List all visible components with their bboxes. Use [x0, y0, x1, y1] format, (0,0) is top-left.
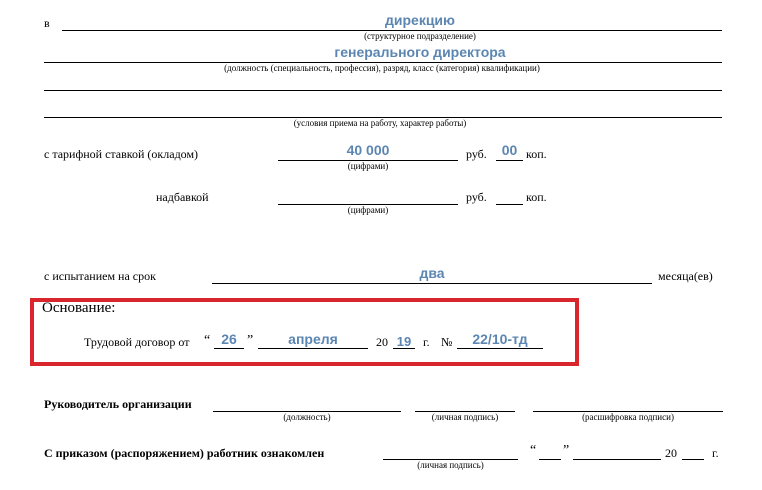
basis-title: Основание: — [42, 300, 116, 316]
bonus-rub-label: руб. — [466, 190, 487, 204]
acknowledge-signature-hint: (личная подпись) — [417, 460, 484, 470]
contract-day[interactable]: 26 — [221, 331, 237, 347]
salary-rub-value[interactable]: 40 000 — [346, 142, 390, 158]
salary-kop-label: коп. — [526, 147, 547, 161]
conditions-hint: (условия приема на работу, характер работы) — [293, 118, 467, 128]
ack-day-line[interactable] — [539, 459, 561, 460]
contract-year-prefix: 20 — [376, 335, 388, 349]
department-hint: (структурное подразделение) — [364, 31, 476, 41]
contract-month[interactable]: апреля — [288, 331, 338, 347]
contract-year-line — [393, 348, 415, 349]
in-label: в — [44, 16, 50, 30]
contract-number-label: № — [441, 335, 453, 349]
contract-month-line — [258, 348, 368, 349]
head-label: Руководитель организации — [44, 397, 192, 411]
bonus-digits-hint: (цифрами) — [347, 205, 389, 215]
head-position-hint: (должность) — [283, 412, 331, 422]
salary-label: с тарифной ставкой (окладом) — [44, 147, 199, 161]
probation-label: с испытанием на срок — [44, 269, 156, 283]
contract-day-line — [214, 348, 244, 349]
probation-line — [212, 283, 652, 284]
head-decode-hint: (расшифровка подписи) — [582, 412, 674, 422]
salary-kop-value[interactable]: 00 — [501, 142, 518, 158]
ack-year-label: г. — [712, 446, 719, 460]
ack-quote-close: ” — [563, 443, 570, 458]
head-signature-hint: (личная подпись) — [431, 412, 499, 422]
acknowledge-label: С приказом (распоряжением) работник ознакомлен — [44, 446, 325, 460]
contract-year-label: г. — [423, 335, 430, 349]
bonus-kop-line[interactable] — [496, 204, 523, 205]
probation-unit: месяца(ев) — [658, 269, 713, 283]
bonus-kop-label: коп. — [526, 190, 547, 204]
quote-close: ” — [247, 333, 254, 348]
contract-year-suffix[interactable]: 19 — [396, 334, 412, 349]
salary-digits-hint: (цифрами) — [347, 161, 389, 171]
contract-number[interactable]: 22/10-тд — [472, 331, 528, 347]
salary-rub-label: руб. — [466, 147, 487, 161]
ack-year-prefix: 20 — [665, 446, 677, 460]
contract-label: Трудовой договор от — [84, 335, 190, 349]
ack-month-line[interactable] — [573, 459, 661, 460]
contract-number-line — [457, 348, 543, 349]
position-hint: (должность (специальность, профессия), разряд, класс (категория) квалификации) — [224, 63, 540, 73]
bonus-label: надбавкой — [156, 190, 209, 204]
ack-year-line[interactable] — [682, 459, 704, 460]
probation-value[interactable]: два — [419, 265, 445, 281]
department-value[interactable]: дирекцию — [384, 12, 455, 28]
quote-open: “ — [204, 333, 211, 348]
salary-kop-line — [496, 160, 523, 161]
ack-quote-open: “ — [530, 443, 537, 458]
conditions-line-1[interactable] — [44, 90, 722, 91]
position-value[interactable]: генерального директора — [334, 44, 506, 60]
